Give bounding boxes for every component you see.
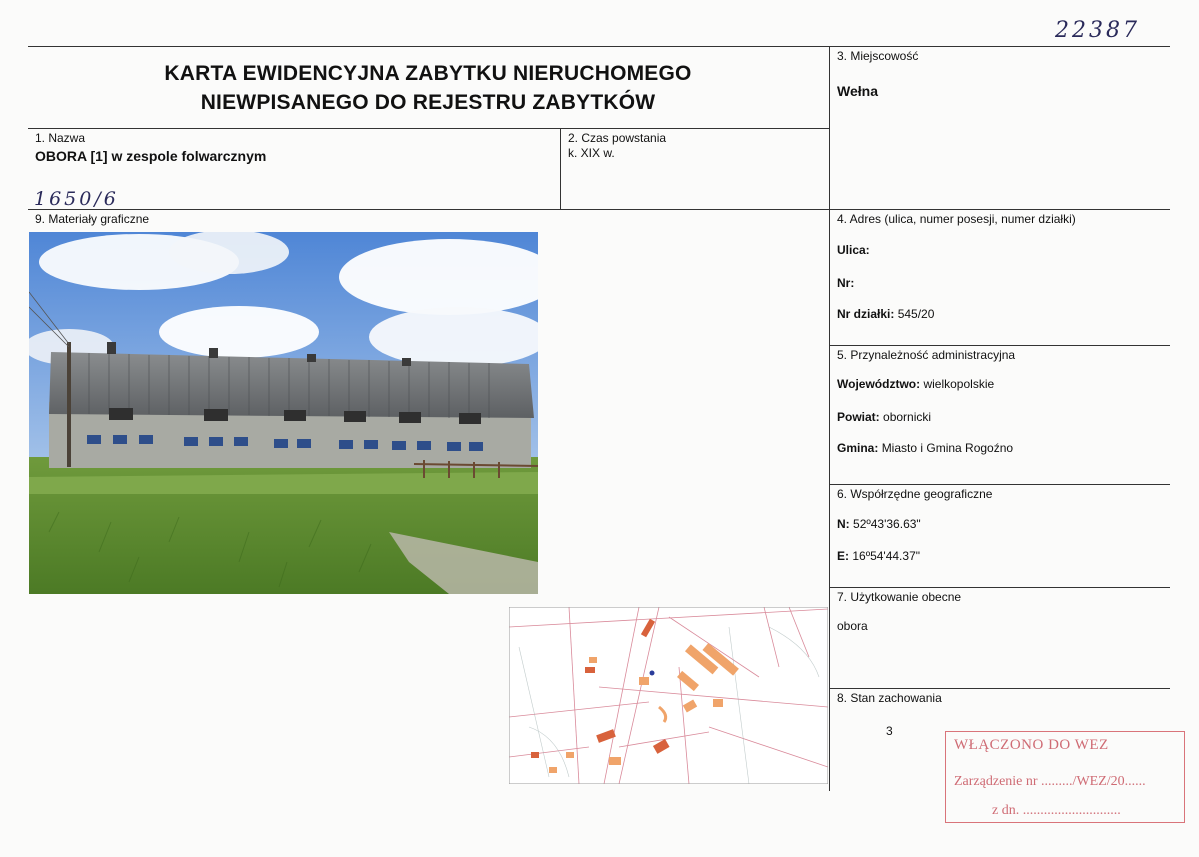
parcel-label: Nr działki: bbox=[837, 307, 895, 321]
condition-value: 3 bbox=[886, 724, 893, 738]
name-value: OBORA [1] w zespole folwarcznym bbox=[35, 148, 267, 164]
stamp-line-3: z dn. ............................ bbox=[992, 803, 1121, 818]
commune-field bbox=[837, 441, 1013, 455]
longitude-value: 16º54'44.37" bbox=[852, 549, 921, 563]
stamp-line-2: Zarządzenie nr ........./WEZ/20...... bbox=[954, 774, 1146, 789]
number-label: Nr: bbox=[837, 276, 855, 290]
barn-photo bbox=[29, 232, 538, 594]
rule-usage-top bbox=[830, 587, 1170, 588]
usage-value: obora bbox=[837, 619, 868, 633]
locality-label: 3. Miejscowość bbox=[837, 49, 919, 63]
latitude-value: 52º43'36.63" bbox=[853, 517, 921, 531]
latitude-field bbox=[837, 517, 921, 531]
number-field bbox=[837, 276, 854, 290]
county-value: obornicki bbox=[883, 410, 932, 424]
voivodeship-value: wielkopolskie bbox=[923, 377, 995, 391]
rule-title-bottom bbox=[28, 128, 830, 129]
parcel-field bbox=[837, 307, 934, 321]
barn-photo-image bbox=[29, 232, 538, 594]
coords-label: 6. Współrzędne geograficzne bbox=[837, 487, 993, 501]
handwritten-id: 1650/6 bbox=[34, 188, 119, 210]
registry-stamp bbox=[945, 731, 1185, 823]
voivodeship-field bbox=[837, 377, 994, 391]
voivodeship-label: Województwo: bbox=[837, 377, 921, 391]
usage-label: 7. Użytkowanie obecne bbox=[837, 590, 962, 604]
graphics-label: 9. Materiały graficzne bbox=[35, 212, 150, 226]
county-label: Powiat: bbox=[837, 410, 880, 424]
condition-label: 8. Stan zachowania bbox=[837, 691, 942, 705]
commune-label: Gmina: bbox=[837, 441, 879, 455]
cadastral-map bbox=[509, 607, 828, 784]
commune-value: Miasto i Gmina Rogoźno bbox=[881, 441, 1014, 455]
county-field bbox=[837, 410, 931, 424]
period-label: 2. Czas powstania bbox=[568, 131, 667, 145]
rule-name-bottom bbox=[28, 209, 1170, 210]
rule-condition-top bbox=[830, 688, 1170, 689]
longitude-field bbox=[837, 549, 920, 563]
longitude-label: E: bbox=[837, 549, 849, 563]
rule-admin-top bbox=[830, 345, 1170, 346]
locality-value: Wełna bbox=[837, 83, 878, 99]
name-label: 1. Nazwa bbox=[35, 131, 86, 145]
rule-right-column bbox=[829, 46, 830, 791]
latitude-label: N: bbox=[837, 517, 850, 531]
rule-coords-top bbox=[830, 484, 1170, 485]
document-title-line-1: KARTA EWIDENCYJNA ZABYTKU NIERUCHOMEGO bbox=[164, 62, 692, 85]
cadastral-map-image bbox=[509, 607, 828, 784]
period-value: k. XIX w. bbox=[568, 146, 615, 160]
admin-label: 5. Przynależność administracyjna bbox=[837, 348, 1016, 362]
document-number: 22387 bbox=[1055, 18, 1140, 43]
parcel-value: 545/20 bbox=[897, 307, 935, 321]
street-field bbox=[837, 243, 870, 257]
rule-top bbox=[28, 46, 1170, 47]
document-title-line-2: NIEWPISANEGO DO REJESTRU ZABYTKÓW bbox=[200, 91, 656, 114]
stamp-line-1: WŁĄCZONO DO WEZ bbox=[954, 737, 1109, 753]
street-label: Ulica: bbox=[837, 243, 870, 257]
address-label: 4. Adres (ulica, numer posesji, numer działki) bbox=[837, 212, 1076, 226]
rule-period-divider bbox=[560, 128, 561, 210]
